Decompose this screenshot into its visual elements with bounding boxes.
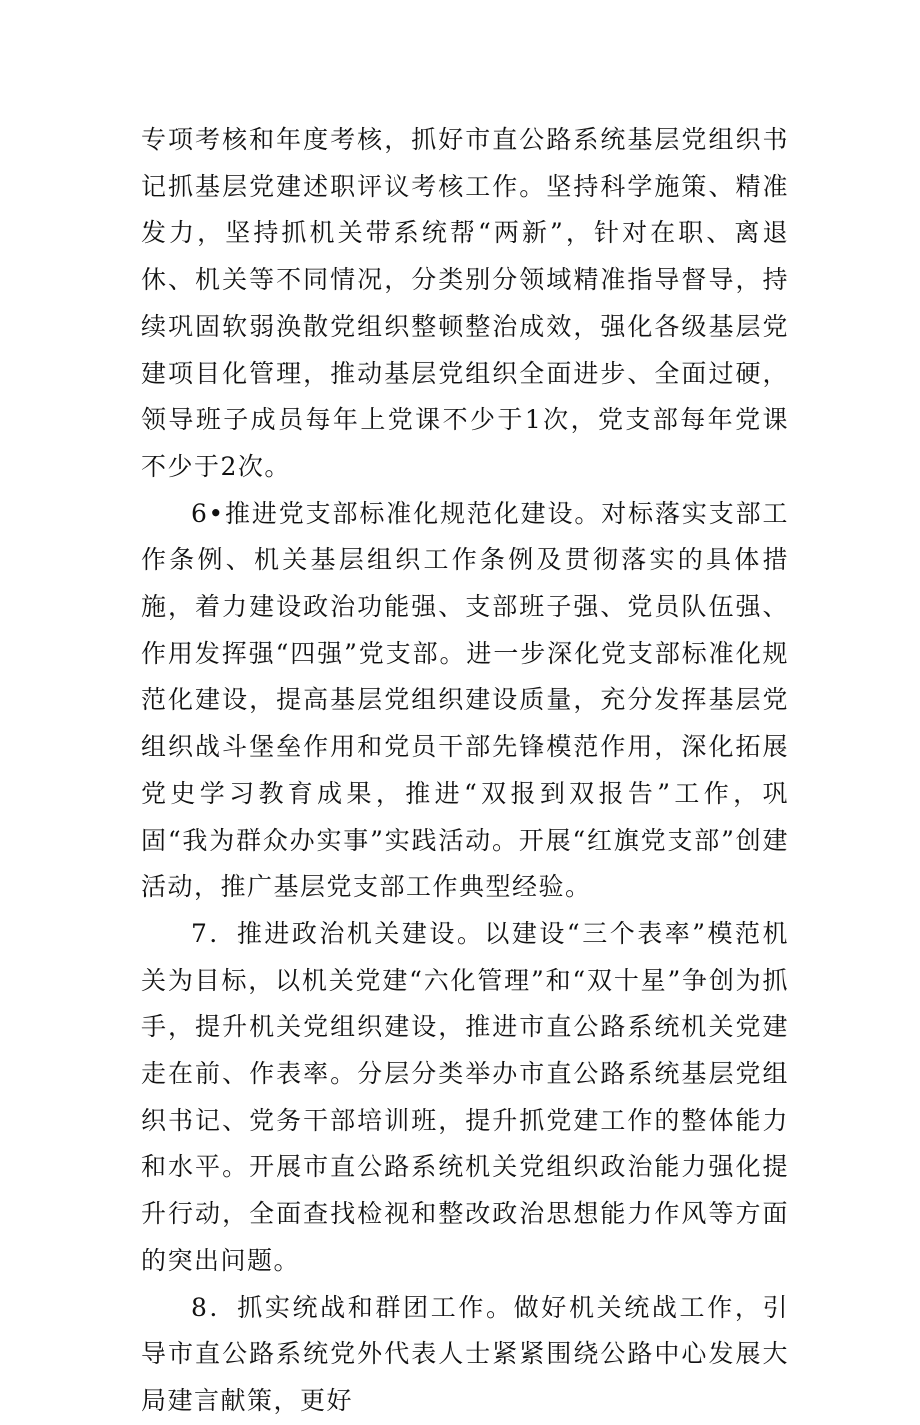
paragraph-item-6: 6•推进党支部标准化规范化建设。对标落实支部工作条例、机关基层组织工作条例及贯彻落实的具体措施，着力建设政治功能强、支部班子强、党员队伍强、作用发挥强“四强”党支部。进一步深化党支部标准化规范化建设，提高基层党组织建设质量，充分发挥基层党组织战斗堡垒作用和党员干部先锋模范作用，深化拓展党史学习教育成果，推进“双报到双报告”工作，巩固“我为群众办实事”实践活动。开展“红旗党支部”创建活动，推广基层党支部工作典型经验。 bbox=[141, 498, 789, 902]
paragraph-continued: 专项考核和年度考核，抓好市直公路系统基层党组织书记抓基层党建述职评议考核工作。坚持科学施策、精准发力，坚持抓机关带系统帮“两新”，针对在职、离退休、机关等不同情况，分类别分领域精准指导督导，持续巩固软弱涣散党组织整顿整治成效，强化各级基层党建项目化管理，推动基层党组织全面进步、全面过硬，领导班子成员每年上党课不少于1次，党支部每年党课不少于2次。 bbox=[141, 125, 789, 481]
paragraph-item-7: 7．推进政治机关建设。以建设“三个表率”模范机关为目标，以机关党建“六化管理”和“双十星”争创为抓手，提升机关党组织建设，推进市直公路系统机关党建走在前、作表率。分层分类举办市直公路系统基层党组织书记、党务干部培训班，提升抓党建工作的整体能力和水平。开展市直公路系统机关党组织政治能力强化提升行动，全面查找检视和整改政治思想能力作风等方面的突出问题。 bbox=[141, 918, 789, 1275]
document-body bbox=[141, 117, 789, 1425]
paragraph-item-8: 8．抓实统战和群团工作。做好机关统战工作，引导市直公路系统党外代表人士紧紧围绕公路中心发展大局建言献策，更好 bbox=[141, 1292, 789, 1415]
